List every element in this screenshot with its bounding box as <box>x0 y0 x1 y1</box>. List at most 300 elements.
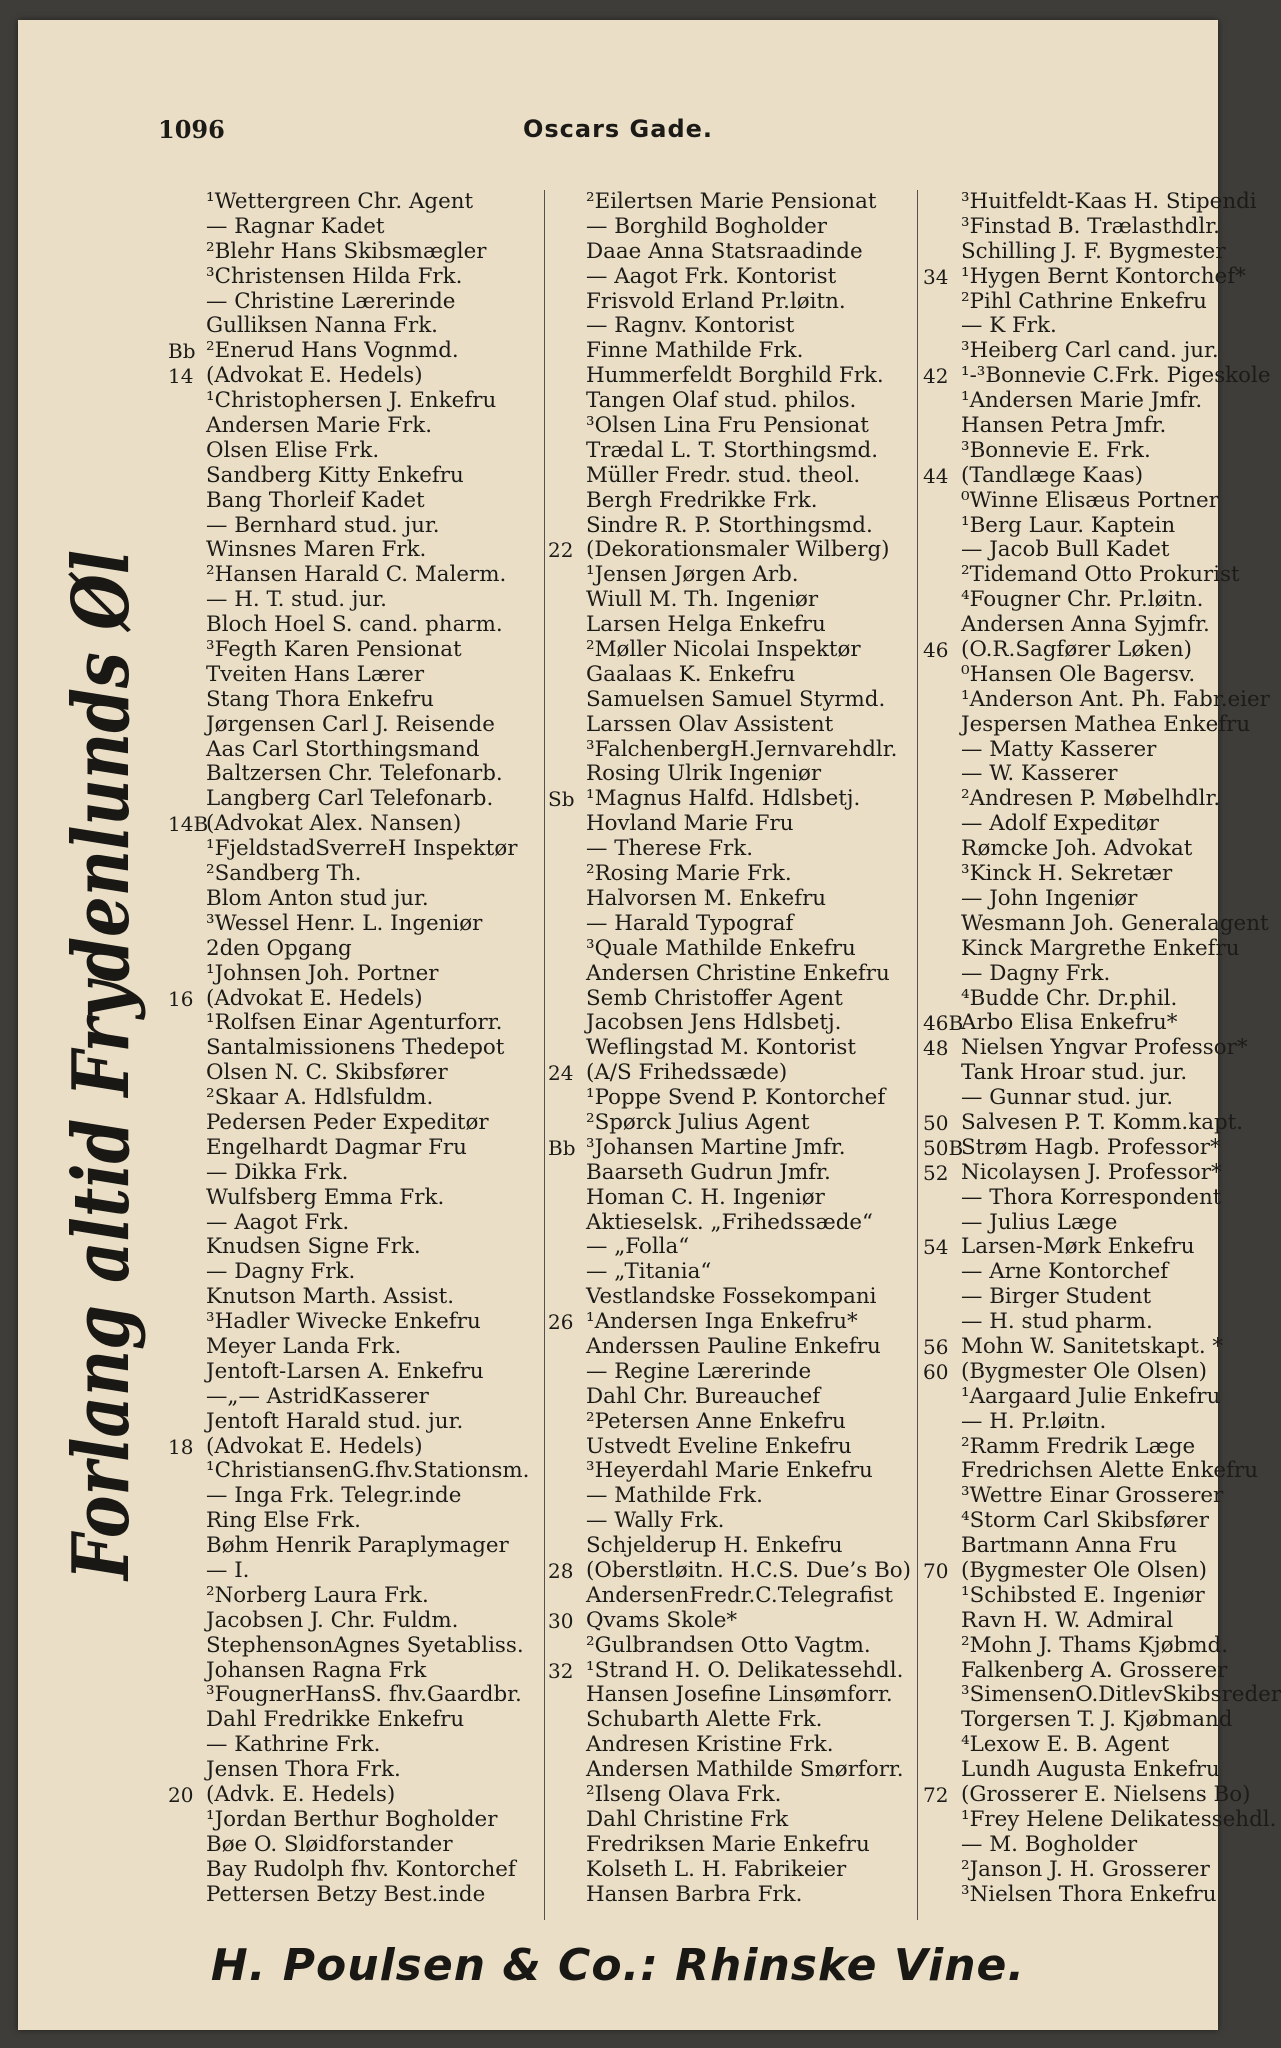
resident-entry: Qvams Skole* <box>586 1607 738 1633</box>
directory-entry <box>168 1011 543 1036</box>
house-number: 32 <box>548 1658 574 1683</box>
resident-entry: Lundh Augusta Enkefru <box>961 1757 1220 1783</box>
directory-entry <box>548 1186 918 1211</box>
resident-entry: — Dagny Frk. <box>961 960 1111 986</box>
directory-entry <box>548 987 918 1012</box>
resident-entry: Hovland Marie Fru <box>586 811 794 837</box>
house-number <box>168 190 206 215</box>
directory-entry <box>923 711 1251 738</box>
directory-entry <box>548 538 918 563</box>
house-number <box>168 1211 206 1236</box>
resident-entry: Olsen Elise Frk. <box>206 437 380 463</box>
resident-entry: Ustvedt Eveline Enkefru <box>586 1433 852 1459</box>
directory-entry <box>923 314 1218 339</box>
directory-entry <box>168 514 543 539</box>
directory-entry <box>923 588 1218 613</box>
house-number: 60 <box>923 1359 949 1384</box>
resident-entry: Bøe O. Sløidforstander <box>206 1831 453 1857</box>
house-number <box>548 1733 586 1758</box>
page-number: 1096 <box>158 115 225 144</box>
resident-entry: Schubarth Alette Frk. <box>586 1707 823 1733</box>
house-number <box>168 1260 206 1285</box>
resident-entry: — Jacob Bull Kadet <box>961 537 1170 563</box>
directory-entry <box>923 1159 1222 1186</box>
footer-advertisement: H. Poulsen & Co.: Rhinske Vine. <box>210 1940 1026 1991</box>
directory-entry <box>548 812 918 837</box>
house-number <box>923 1285 961 1310</box>
directory-entry <box>168 912 543 937</box>
house-number <box>548 1235 586 1260</box>
directory-entry <box>548 389 918 414</box>
directory-entry <box>923 290 1218 315</box>
house-number <box>168 314 206 339</box>
resident-entry: Andersen Mathilde Smørforr. <box>586 1757 904 1783</box>
house-number <box>548 1808 586 1833</box>
resident-entry: — Gunnar stud. jur. <box>961 1085 1174 1111</box>
house-number: 46 <box>923 638 949 663</box>
directory-column-1 <box>168 190 543 1925</box>
house-number <box>923 1609 961 1634</box>
directory-entry <box>168 1211 543 1236</box>
house-number: 72 <box>923 1783 949 1807</box>
directory-entry <box>923 837 1218 862</box>
house-number <box>923 1310 961 1335</box>
directory-entry <box>923 1458 1258 1484</box>
house-number <box>548 240 586 265</box>
resident-entry: ²Gulbrandsen Otto Vagtm. <box>586 1632 871 1658</box>
house-number <box>548 862 586 887</box>
resident-entry: Wesmann Joh. Generalagent <box>961 910 1269 936</box>
house-number <box>923 1634 961 1659</box>
resident-entry: ¹ChristiansenG.fhv.Stationsm. <box>206 1458 530 1484</box>
house-number <box>923 514 961 539</box>
resident-entry: Johansen Ragna Frk <box>206 1657 427 1683</box>
resident-entry: Jespersen Mathea Enkefru <box>961 711 1251 737</box>
directory-entry <box>548 1061 918 1086</box>
resident-entry: ³Wettre Einar Grosserer <box>961 1483 1224 1509</box>
directory-entry <box>548 464 918 489</box>
house-number <box>923 812 961 837</box>
house-number: 22 <box>548 538 574 563</box>
directory-entry <box>923 1707 1233 1733</box>
house-number <box>168 1659 206 1684</box>
house-number <box>548 1758 586 1783</box>
resident-entry: Schilling J. F. Bygmester <box>961 238 1226 264</box>
resident-entry: Bang Thorleif Kadet <box>206 487 425 513</box>
house-number <box>548 887 586 912</box>
directory-entry <box>168 1385 543 1410</box>
house-number <box>923 962 961 987</box>
directory-entry <box>168 937 543 962</box>
house-number <box>168 464 206 489</box>
directory-entry <box>923 1260 1218 1285</box>
house-number <box>548 1534 586 1559</box>
directory-entry <box>168 190 543 215</box>
resident-entry: Homan C. H. Ingeniør <box>586 1184 825 1210</box>
directory-entry <box>168 1036 543 1061</box>
house-number <box>168 1385 206 1410</box>
side-advertisement <box>48 322 158 1590</box>
directory-entry <box>548 1360 918 1385</box>
house-number <box>548 1833 586 1858</box>
house-number <box>923 290 961 315</box>
directory-entry <box>923 1733 1218 1758</box>
directory-entry <box>923 613 1218 638</box>
directory-entry <box>168 1285 543 1310</box>
directory-entry <box>923 812 1218 837</box>
directory-entry <box>548 1036 918 1061</box>
house-number <box>168 1584 206 1609</box>
resident-entry: — Bernhard stud. jur. <box>206 512 440 538</box>
resident-entry: Olsen N. C. Skibsfører <box>206 1060 448 1086</box>
directory-entry <box>548 265 918 290</box>
house-number <box>548 290 586 315</box>
directory-entry <box>548 1833 918 1858</box>
directory-entry <box>923 786 1221 812</box>
house-number <box>168 1534 206 1559</box>
house-number <box>923 190 961 215</box>
house-number: 18 <box>168 1434 194 1459</box>
house-number <box>548 962 586 987</box>
house-number: 30 <box>548 1608 574 1633</box>
directory-entry <box>923 1211 1218 1236</box>
directory-entry <box>168 1061 543 1086</box>
house-number <box>923 1683 961 1708</box>
directory-entry <box>923 1184 1222 1211</box>
directory-entry <box>168 1634 543 1659</box>
house-number <box>548 1186 586 1211</box>
directory-entry <box>548 1758 918 1783</box>
directory-entry <box>168 812 543 837</box>
resident-entry: Halvorsen M. Enkefru <box>586 885 827 911</box>
directory-entry <box>923 1360 1218 1385</box>
directory-entry <box>923 1657 1228 1684</box>
directory-entry <box>548 1659 918 1684</box>
house-number <box>168 439 206 464</box>
house-number <box>548 1410 586 1435</box>
house-number <box>168 489 206 514</box>
directory-entry <box>548 215 918 240</box>
directory-entry <box>168 1484 543 1509</box>
resident-entry: ³FougnerHansS. fhv.Gaardbr. <box>206 1682 522 1708</box>
directory-entry <box>923 887 1218 912</box>
house-number <box>548 912 586 937</box>
directory-entry <box>548 339 918 364</box>
resident-entry: — Matty Kasserer <box>961 736 1157 762</box>
resident-entry: ²Pihl Cathrine Enkefru <box>961 288 1207 314</box>
directory-entry <box>168 1310 543 1335</box>
resident-entry: (A/S Frihedssæde) <box>586 1060 788 1086</box>
resident-entry: Stang Thora Enkefru <box>206 686 434 712</box>
resident-entry: (Advokat Alex. Nansen) <box>206 811 462 837</box>
house-number <box>923 837 961 862</box>
directory-entry <box>168 787 543 812</box>
house-number <box>923 1758 961 1783</box>
directory-entry <box>168 1733 543 1758</box>
resident-entry: ²Sandberg Th. <box>206 861 362 887</box>
resident-entry: 2den Opgang <box>206 935 352 961</box>
resident-entry: Pedersen Peder Expeditør <box>206 1109 489 1135</box>
resident-entry: ¹Hygen Bernt Kontorchef* <box>961 263 1246 289</box>
resident-entry: Salvesen P. T. Komm.kapt. <box>961 1109 1244 1135</box>
house-number <box>923 314 961 339</box>
directory-entry <box>548 1111 918 1136</box>
directory-entry <box>168 688 543 713</box>
directory-entry <box>923 910 1269 937</box>
house-number <box>548 1634 586 1659</box>
house-number <box>168 787 206 812</box>
directory-entry <box>548 1733 918 1758</box>
house-number <box>923 1659 961 1684</box>
resident-entry: AndersenFredr.C.Telegrafist <box>586 1582 893 1608</box>
directory-entry <box>548 1335 918 1360</box>
resident-entry: (Tandlæge Kaas) <box>961 462 1144 488</box>
house-number <box>548 190 586 215</box>
directory-entry <box>923 514 1218 539</box>
house-number: 14B <box>168 812 209 837</box>
house-number <box>168 713 206 738</box>
house-number <box>168 1833 206 1858</box>
house-number <box>168 1808 206 1833</box>
resident-entry: Larsen Helga Enkefru <box>586 612 826 638</box>
house-number <box>548 1484 586 1509</box>
directory-page <box>18 20 1281 2030</box>
resident-entry: Aktieselsk. „Frihedssæde“ <box>586 1209 873 1235</box>
directory-entry <box>923 414 1218 439</box>
resident-entry: ²Enerud Hans Vognmd. <box>206 338 459 364</box>
directory-entry <box>168 1161 543 1186</box>
resident-entry: ³Wessel Henr. L. Ingeniør <box>206 910 483 936</box>
resident-entry: ²Spørck Julius Agent <box>586 1109 810 1135</box>
resident-entry: Wulfsberg Emma Frk. <box>206 1184 445 1210</box>
directory-entry <box>923 1435 1218 1460</box>
house-number <box>168 1484 206 1509</box>
directory-entry <box>923 363 1271 389</box>
directory-entry <box>548 1410 918 1435</box>
resident-entry: Jensen Thora Frk. <box>206 1757 401 1783</box>
resident-entry: — H. stud pharm. <box>961 1309 1153 1335</box>
directory-entry <box>168 1335 543 1360</box>
resident-entry: Finne Mathilde Frk. <box>586 338 804 364</box>
directory-entry <box>168 1235 543 1260</box>
page-title: Oscars Gade. <box>522 115 714 143</box>
house-number: 46B <box>923 1011 964 1036</box>
house-number <box>548 414 586 439</box>
house-number <box>168 240 206 265</box>
resident-entry: Langberg Carl Telefonarb. <box>206 786 494 812</box>
house-number <box>923 538 961 563</box>
house-number <box>923 1509 961 1534</box>
house-number <box>923 787 961 812</box>
resident-entry: — Aagot Frk. <box>206 1209 350 1235</box>
resident-entry: Dahl Fredrikke Enkefru <box>206 1707 465 1733</box>
directory-entry <box>168 563 543 588</box>
resident-entry: ³Huitfeldt-Kaas H. Stipendi <box>961 189 1257 214</box>
resident-entry: ⁰Hansen Ole Bagersv. <box>961 661 1196 687</box>
resident-entry: ⁴Budde Chr. Dr.phil. <box>961 985 1178 1011</box>
resident-entry: Samuelsen Samuel Styrmd. <box>586 686 886 712</box>
resident-entry: ²Møller Nicolai Inspektør <box>586 637 861 663</box>
directory-entry <box>923 987 1218 1012</box>
house-number <box>168 1509 206 1534</box>
resident-entry: ¹-³Bonnevie C.Frk. Pigeskole <box>961 363 1271 389</box>
resident-entry: Falkenberg A. Grosserer <box>961 1657 1228 1683</box>
house-number <box>923 688 961 713</box>
resident-entry: Jentoft Harald stud. jur. <box>206 1408 464 1434</box>
directory-entry <box>168 339 543 364</box>
house-number <box>923 862 961 887</box>
house-number <box>923 738 961 763</box>
resident-entry: — Arne Kontorchef <box>961 1259 1169 1285</box>
resident-entry: ³Heyerdahl Marie Enkefru <box>586 1458 873 1484</box>
directory-entry <box>923 339 1218 364</box>
resident-entry: ¹Jordan Berthur Bogholder <box>206 1806 498 1832</box>
resident-entry: Dahl Christine Frk <box>586 1806 789 1832</box>
house-number <box>548 563 586 588</box>
resident-entry: Blom Anton stud jur. <box>206 885 429 911</box>
resident-entry: ²Blehr Hans Skibsmægler <box>206 238 487 264</box>
directory-entry <box>548 1435 918 1460</box>
directory-entry <box>923 1833 1218 1858</box>
resident-entry: Müller Fredr. stud. theol. <box>586 462 861 488</box>
resident-entry: Sandberg Kitty Enkefru <box>206 462 464 488</box>
house-number <box>923 1186 961 1211</box>
resident-entry: Bloch Hoel S. cand. pharm. <box>206 612 503 638</box>
house-number <box>548 762 586 787</box>
house-number <box>168 1036 206 1061</box>
resident-entry: Bay Rudolph fhv. Kontorchef <box>206 1856 516 1882</box>
directory-entry <box>168 1435 543 1460</box>
resident-entry: Daae Anna Statsraadinde <box>586 238 863 264</box>
directory-entry <box>548 1011 918 1036</box>
directory-entry <box>923 538 1218 563</box>
directory-entry <box>548 1634 918 1659</box>
resident-entry: Pettersen Betzy Best.inde <box>206 1881 486 1907</box>
house-number <box>923 1211 961 1236</box>
directory-entry <box>548 1509 918 1534</box>
directory-entry <box>923 1858 1218 1883</box>
house-number <box>923 1883 961 1908</box>
directory-entry <box>548 414 918 439</box>
resident-entry: ¹Anderson Ant. Ph. Fabr.eier <box>961 686 1270 712</box>
directory-entry <box>548 439 918 464</box>
house-number <box>168 1011 206 1036</box>
directory-entry <box>548 1683 918 1708</box>
house-number <box>923 1435 961 1460</box>
house-number <box>923 987 961 1012</box>
directory-entry <box>548 1385 918 1410</box>
resident-entry: Trædal L. T. Storthingsmd. <box>586 437 878 463</box>
house-number <box>923 339 961 364</box>
resident-entry: StephensonAgnes Syetabliss. <box>206 1632 524 1658</box>
directory-entry <box>168 837 543 862</box>
resident-entry: (Bygmester Ole Olsen) <box>961 1358 1208 1384</box>
resident-entry: (Advokat E. Hedels) <box>206 1433 423 1459</box>
house-number <box>168 663 206 688</box>
house-number <box>923 588 961 613</box>
resident-entry: — I. <box>206 1557 250 1583</box>
directory-entry <box>168 1410 543 1435</box>
directory-entry <box>923 263 1246 290</box>
resident-entry: Fredriksen Marie Enkefru <box>586 1831 870 1857</box>
directory-entry <box>923 1061 1218 1086</box>
resident-entry: — John Ingeniør <box>961 885 1138 911</box>
resident-entry: Meyer Landa Frk. <box>206 1333 402 1359</box>
directory-entry <box>168 663 543 688</box>
resident-entry: ²Janson J. H. Grosserer <box>961 1856 1210 1882</box>
house-number <box>923 1410 961 1435</box>
house-number <box>168 762 206 787</box>
house-number <box>923 1733 961 1758</box>
directory-entry <box>923 439 1218 464</box>
house-number <box>168 1733 206 1758</box>
resident-entry: ¹FjeldstadSverreH Inspektør <box>206 836 518 862</box>
resident-entry: — Inga Frk. Telegr.inde <box>206 1483 462 1509</box>
directory-entry <box>923 1782 1251 1808</box>
resident-entry: ¹Jensen Jørgen Arb. <box>586 562 799 588</box>
directory-entry <box>923 686 1270 713</box>
resident-entry: Torgersen T. J. Kjøbmand <box>961 1707 1233 1733</box>
directory-entry <box>168 1758 543 1783</box>
house-number <box>548 812 586 837</box>
directory-entry <box>168 1584 543 1609</box>
side-advertisement-text: Forlang altid Frydenlunds Øl <box>56 322 147 1580</box>
resident-entry: — M. Bogholder <box>961 1831 1138 1857</box>
directory-entry <box>923 1632 1229 1659</box>
resident-entry: — Dagny Frk. <box>206 1259 356 1285</box>
resident-entry: ⁴Storm Carl Skibsfører <box>961 1508 1210 1534</box>
resident-entry: ²Skaar A. Hdlsfuldm. <box>206 1085 434 1111</box>
resident-entry: (O.R.Sagfører Løken) <box>961 637 1192 663</box>
house-number <box>923 713 961 738</box>
house-number <box>168 1335 206 1360</box>
resident-entry: ³Finstad B. Trælasthdlr. <box>961 213 1220 239</box>
house-number <box>168 215 206 240</box>
house-number <box>923 240 961 265</box>
resident-entry: (Dekorationsmaler Wilberg) <box>586 537 890 563</box>
resident-entry: — Adolf Expeditør <box>961 811 1160 837</box>
directory-entry <box>548 190 918 215</box>
directory-entry <box>548 489 918 514</box>
resident-entry: Santalmissionens Thedepot <box>206 1035 505 1061</box>
house-number <box>923 1858 961 1883</box>
resident-entry: ³SimensenO.DitlevSkibsreder <box>961 1682 1281 1708</box>
house-number <box>548 1211 586 1236</box>
house-number <box>548 514 586 539</box>
directory-entry <box>548 912 918 937</box>
resident-entry: ³FalchenbergH.Jernvarehdlr. <box>586 736 898 762</box>
resident-entry: Kinck Margrethe Enkefru <box>961 935 1240 961</box>
resident-entry: ¹Andersen Marie Jmfr. <box>961 388 1203 414</box>
house-number: 50B <box>923 1135 964 1160</box>
directory-entry <box>923 1509 1218 1534</box>
directory-entry <box>168 962 543 987</box>
directory-entry <box>923 1758 1218 1783</box>
resident-entry: Hansen Josefine Linsømforr. <box>586 1682 893 1708</box>
directory-entry <box>168 1260 543 1285</box>
resident-entry: Jacobsen Jens Hdlsbetj. <box>586 1010 842 1036</box>
directory-entry <box>548 713 918 738</box>
directory-entry <box>923 562 1240 588</box>
resident-entry: ²Ilseng Olava Frk. <box>586 1782 782 1807</box>
house-number <box>168 1310 206 1335</box>
resident-entry: — Wally Frk. <box>586 1508 725 1534</box>
resident-entry: Jørgensen Carl J. Reisende <box>206 711 495 737</box>
resident-entry: — Julius Læge <box>961 1209 1118 1235</box>
resident-entry: ¹Schibsted E. Ingeniør <box>961 1582 1205 1608</box>
resident-entry: — Birger Student <box>961 1284 1152 1310</box>
directory-entry <box>923 738 1218 763</box>
